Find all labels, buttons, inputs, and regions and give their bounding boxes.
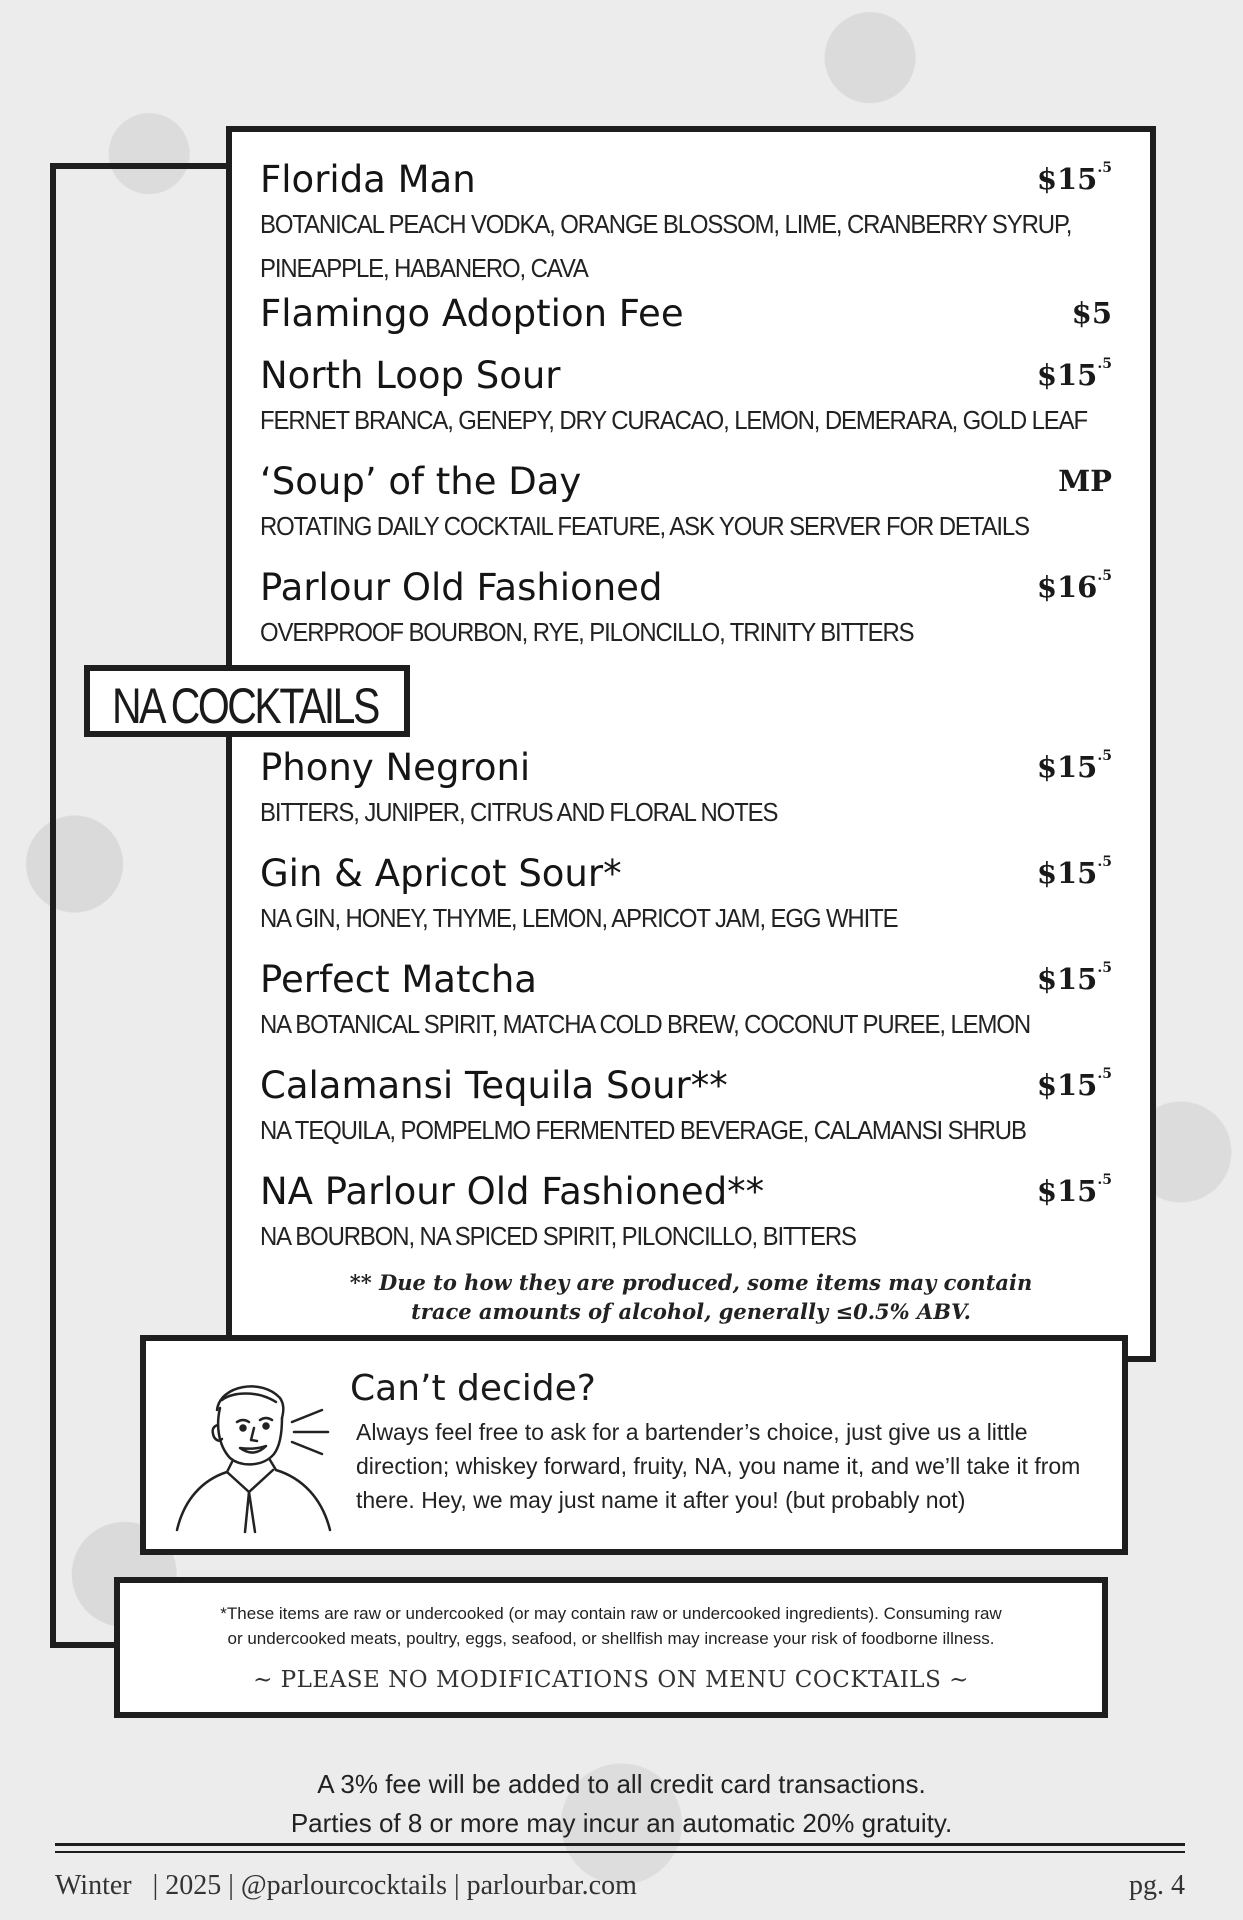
raw-warning-line-2: or undercooked meats, poultry, eggs, seafood, or shellfish may increase your risk of foodborne illness.	[227, 1629, 995, 1648]
menu-item-description: BOTANICAL PEACH VODKA, ORANGE BLOSSOM, LIME, CRANBERRY SYRUP,	[260, 209, 1072, 239]
menu-item-description: BITTERS, JUNIPER, CITRUS AND FLORAL NOTES	[260, 797, 778, 827]
bartender-illustration-icon	[172, 1370, 342, 1535]
footer-info: Winter | 2025 | @parlourcocktails | parlourbar.com	[55, 1870, 637, 1901]
menu-item-price	[1037, 1174, 1112, 1208]
cocktail-menu-panel	[226, 126, 1156, 1362]
price-fraction: .5	[1097, 356, 1112, 372]
price-amount: $15	[1036, 358, 1098, 392]
menu-item-name: North Loop Sour	[260, 354, 561, 397]
price-fraction: .5	[1097, 854, 1112, 870]
gratuity-line: Parties of 8 or more may incur an automatic 20% gratuity.	[290, 1808, 953, 1838]
menu-item-description: FERNET BRANCA, GENEPY, DRY CURACAO, LEMON, DEMERARA, GOLD LEAF	[260, 405, 1087, 435]
menu-item-price	[1058, 464, 1112, 498]
na-note-line-1: ** Due to how they are produced, some items may contain	[349, 1270, 1033, 1295]
price-amount: $15	[1036, 856, 1098, 890]
price-fraction: .5	[1097, 960, 1112, 976]
raw-food-warning	[140, 1601, 1082, 1651]
menu-item-description: ROTATING DAILY COCKTAIL FEATURE, ASK YOUR SERVER FOR DETAILS	[260, 511, 1029, 541]
menu-item-description: NA GIN, HONEY, THYME, LEMON, APRICOT JAM, EGG WHITE	[260, 903, 898, 933]
menu-item-price	[1072, 296, 1112, 330]
menu-item	[260, 566, 1112, 654]
menu-item-name: Phony Negroni	[260, 746, 531, 789]
menu-item-price	[1037, 1068, 1112, 1102]
price-fraction: .5	[1097, 1066, 1112, 1082]
price-amount: $15	[1036, 162, 1098, 196]
menu-item	[260, 1064, 1112, 1152]
menu-item-price	[1037, 358, 1112, 392]
menu-item	[260, 1170, 1112, 1258]
menu-item-description: OVERPROOF BOURBON, RYE, PILONCILLO, TRINITY BITTERS	[260, 617, 914, 647]
cant-decide-title: Can’t decide?	[350, 1368, 596, 1409]
menu-item-price	[1037, 750, 1112, 784]
menu-item-price	[1037, 856, 1112, 890]
card-fee-line: A 3% fee will be added to all credit card transactions.	[317, 1769, 926, 1799]
no-modifications-notice: ~ PLEASE NO MODIFICATIONS ON MENU COCKTAILS ~	[253, 1667, 969, 1693]
price-fraction: .5	[1097, 748, 1112, 764]
price-amount: $5	[1071, 296, 1112, 330]
na-cocktails-title: NA COCKTAILS	[112, 678, 378, 734]
menu-item	[260, 852, 1112, 940]
menu-item-description: NA TEQUILA, POMPELMO FERMENTED BEVERAGE, CALAMANSI SHRUB	[260, 1115, 1026, 1145]
menu-item-name: Florida Man	[260, 158, 476, 201]
menu-item-description: NA BOURBON, NA SPICED SPIRIT, PILONCILLO, BITTERS	[260, 1221, 856, 1251]
price-fraction: .5	[1097, 568, 1112, 584]
page-number: pg. 4	[1129, 1870, 1185, 1901]
notice-panel	[114, 1577, 1108, 1718]
cant-decide-body: Always feel free to ask for a bartender’s choice, just give us a little direction; whiskey forward, fruity, NA, you name it, and we’ll take it from there. Hey, we may just name it after you! (but probably not)	[356, 1419, 1081, 1513]
menu-item-description: PINEAPPLE, HABANERO, CAVA	[260, 253, 588, 283]
na-alcohol-note	[232, 1268, 1150, 1326]
menu-item-name: Flamingo Adoption Fee	[260, 292, 684, 335]
fees-notice	[0, 1765, 1243, 1843]
price-amount: $16	[1036, 570, 1098, 604]
menu-item-description: NA BOTANICAL SPIRIT, MATCHA COLD BREW, COCONUT PUREE, LEMON	[260, 1009, 1030, 1039]
menu-item-name: Perfect Matcha	[260, 958, 537, 1001]
price-fraction: .5	[1097, 1172, 1112, 1188]
menu-item	[260, 958, 1112, 1046]
menu-item	[260, 158, 1112, 290]
menu-item	[260, 460, 1112, 548]
price-amount: $15	[1036, 1174, 1098, 1208]
price-amount: MP	[1058, 464, 1112, 498]
menu-item-price	[1037, 962, 1112, 996]
menu-item-name: ‘Soup’ of the Day	[260, 460, 582, 503]
menu-item	[260, 354, 1112, 442]
menu-item	[260, 292, 1112, 336]
price-amount: $15	[1036, 750, 1098, 784]
raw-warning-line-1: *These items are raw or undercooked (or may contain raw or undercooked ingredients). Consuming raw	[220, 1604, 1002, 1623]
na-cocktails-header	[84, 665, 410, 737]
menu-item-name: NA Parlour Old Fashioned**	[260, 1170, 765, 1213]
menu-item-price	[1037, 162, 1112, 196]
footer-divider	[55, 1843, 1185, 1846]
menu-item	[260, 746, 1112, 834]
price-amount: $15	[1036, 1068, 1098, 1102]
na-note-line-2: trace amounts of alcohol, generally ≤0.5% ABV.	[411, 1299, 971, 1324]
price-fraction: .5	[1097, 160, 1112, 176]
price-amount: $15	[1036, 962, 1098, 996]
footer-divider	[55, 1851, 1185, 1853]
menu-item-name: Calamansi Tequila Sour**	[260, 1064, 728, 1107]
menu-item-name: Gin & Apricot Sour*	[260, 852, 622, 895]
menu-item-name: Parlour Old Fashioned	[260, 566, 663, 609]
menu-item-price	[1037, 570, 1112, 604]
